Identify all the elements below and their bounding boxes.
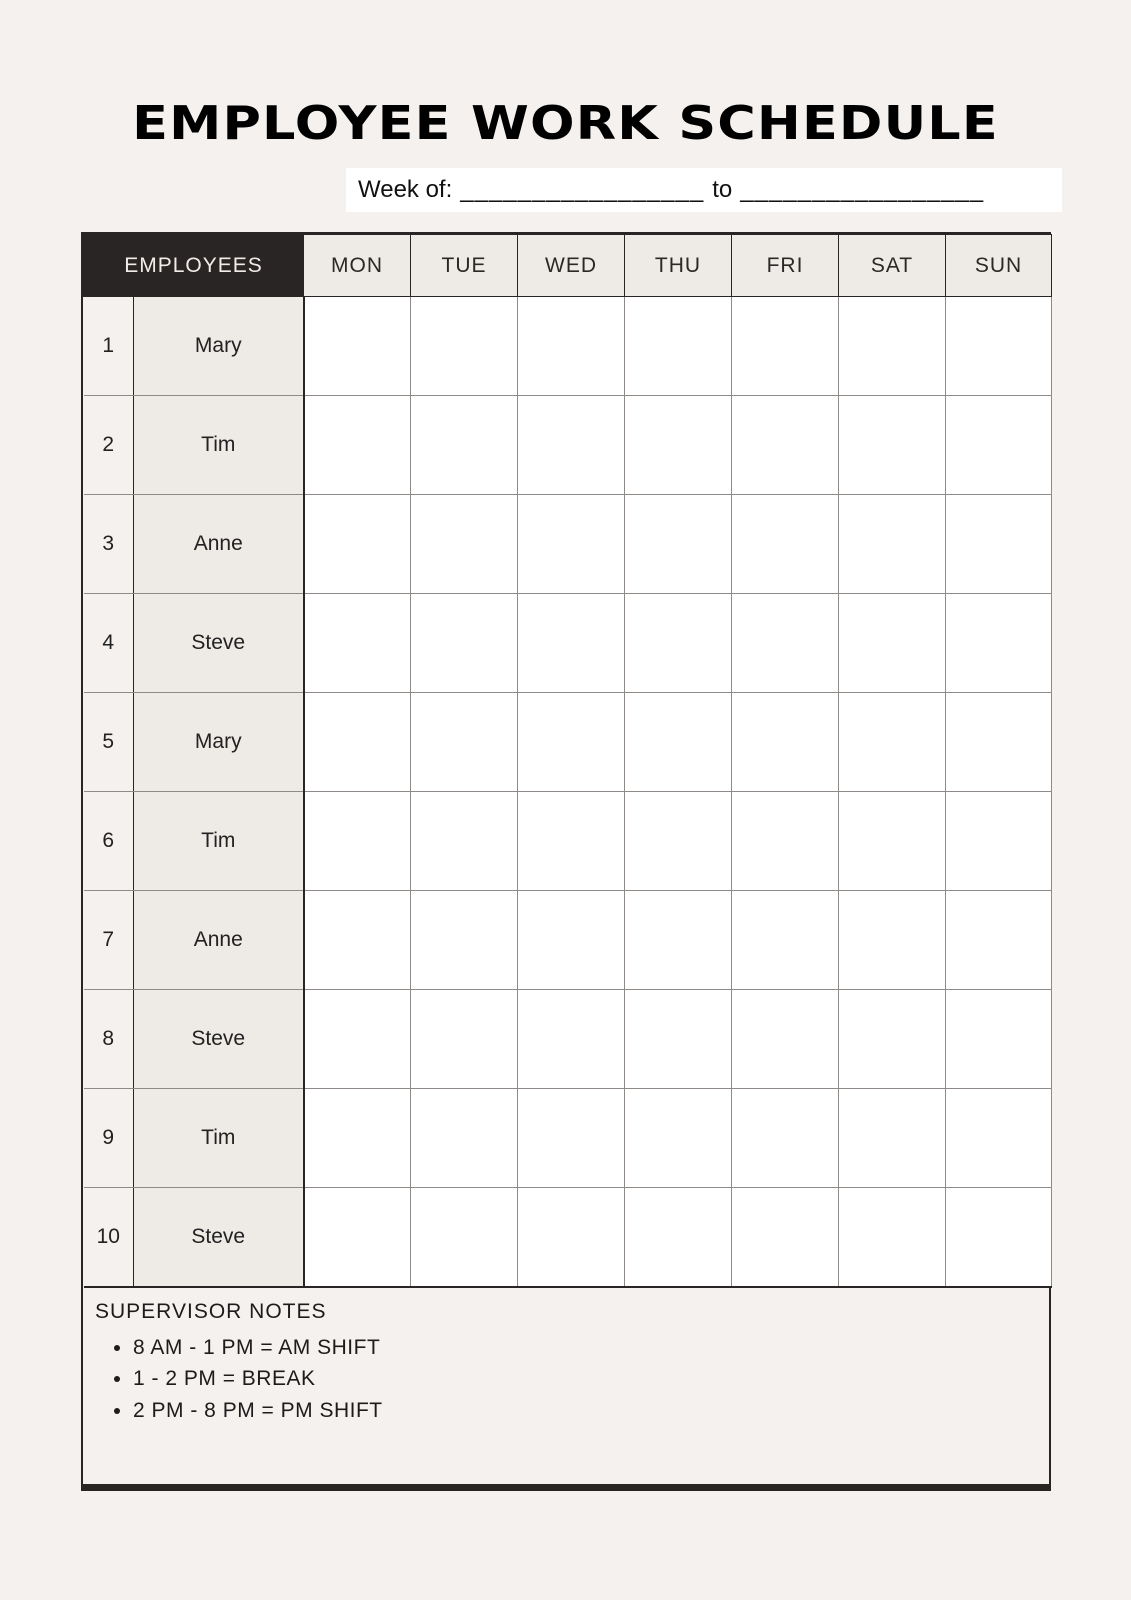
- row-number: 9: [84, 1089, 134, 1188]
- schedule-cell-sat[interactable]: [839, 792, 946, 891]
- row-number: 6: [84, 792, 134, 891]
- schedule-cell-wed[interactable]: [518, 990, 625, 1089]
- day-header-sat: SAT: [839, 235, 946, 297]
- notes-title: SUPERVISOR NOTES: [95, 1299, 327, 1323]
- day-header-mon: MON: [304, 235, 411, 297]
- schedule-cell-mon[interactable]: [304, 1089, 411, 1188]
- schedule-cell-fri[interactable]: [732, 297, 839, 396]
- employee-name: Tim: [134, 792, 304, 891]
- schedule-cell-thu[interactable]: [625, 693, 732, 792]
- schedule-cell-mon[interactable]: [304, 495, 411, 594]
- schedule-cell-tue[interactable]: [411, 792, 518, 891]
- schedule-cell-sun[interactable]: [946, 891, 1052, 990]
- schedule-cell-fri[interactable]: [732, 891, 839, 990]
- schedule-cell-fri[interactable]: [732, 693, 839, 792]
- schedule-cell-fri[interactable]: [732, 1188, 839, 1287]
- schedule-cell-wed[interactable]: [518, 1188, 625, 1287]
- schedule-cell-sat[interactable]: [839, 990, 946, 1089]
- table-row: [84, 495, 1052, 594]
- schedule-cell-mon[interactable]: [304, 693, 411, 792]
- employees-header: EMPLOYEES: [84, 235, 304, 297]
- table-row: [84, 297, 1052, 396]
- schedule-cell-mon[interactable]: [304, 1188, 411, 1287]
- schedule-cell-sun[interactable]: [946, 1188, 1052, 1287]
- table-row: [84, 1089, 1052, 1188]
- schedule-cell-sun[interactable]: [946, 495, 1052, 594]
- schedule-cell-sun[interactable]: [946, 1089, 1052, 1188]
- employee-name: Tim: [134, 396, 304, 495]
- schedule-cell-sat[interactable]: [839, 594, 946, 693]
- schedule-cell-thu[interactable]: [625, 990, 732, 1089]
- schedule-cell-wed[interactable]: [518, 693, 625, 792]
- row-number: 4: [84, 594, 134, 693]
- schedule-cell-tue[interactable]: [411, 1089, 518, 1188]
- employee-name: Steve: [134, 990, 304, 1089]
- schedule-cell-thu[interactable]: [625, 792, 732, 891]
- row-number: 8: [84, 990, 134, 1089]
- schedule-cell-sun[interactable]: [946, 594, 1052, 693]
- schedule-cell-mon[interactable]: [304, 990, 411, 1089]
- row-number: 10: [84, 1188, 134, 1287]
- schedule-cell-tue[interactable]: [411, 396, 518, 495]
- schedule-rows: [84, 297, 1052, 1287]
- table-row: [84, 396, 1052, 495]
- supervisor-notes: [83, 1288, 1049, 1489]
- schedule-cell-fri[interactable]: [732, 594, 839, 693]
- table-row: [84, 1188, 1052, 1287]
- schedule-cell-thu[interactable]: [625, 594, 732, 693]
- notes-item: • 2 PM - 8 PM = PM SHIFT: [133, 1395, 383, 1427]
- schedule-cell-fri[interactable]: [732, 495, 839, 594]
- schedule-cell-fri[interactable]: [732, 792, 839, 891]
- schedule-cell-tue[interactable]: [411, 495, 518, 594]
- row-number: 3: [84, 495, 134, 594]
- schedule-table: [83, 234, 1052, 1288]
- schedule-cell-tue[interactable]: [411, 990, 518, 1089]
- schedule-cell-tue[interactable]: [411, 693, 518, 792]
- schedule-cell-sat[interactable]: [839, 297, 946, 396]
- row-number: 7: [84, 891, 134, 990]
- schedule-cell-wed[interactable]: [518, 396, 625, 495]
- schedule-cell-mon[interactable]: [304, 594, 411, 693]
- page-title: EMPLOYEE WORK SCHEDULE: [132, 96, 999, 150]
- employee-name: Steve: [134, 594, 304, 693]
- header-row: [84, 235, 1052, 297]
- employee-name: Anne: [134, 495, 304, 594]
- day-header-sun: SUN: [946, 235, 1052, 297]
- day-header-thu: THU: [625, 235, 732, 297]
- schedule-cell-thu[interactable]: [625, 396, 732, 495]
- schedule-cell-thu[interactable]: [625, 297, 732, 396]
- table-row: [84, 594, 1052, 693]
- employee-name: Tim: [134, 1089, 304, 1188]
- schedule-cell-wed[interactable]: [518, 594, 625, 693]
- schedule-cell-sat[interactable]: [839, 891, 946, 990]
- row-number: 1: [84, 297, 134, 396]
- schedule-cell-sun[interactable]: [946, 297, 1052, 396]
- table-row: [84, 891, 1052, 990]
- schedule-cell-tue[interactable]: [411, 594, 518, 693]
- week-of-field[interactable]: [346, 168, 1062, 212]
- schedule-cell-sat[interactable]: [839, 1089, 946, 1188]
- week-start-blank[interactable]: _________________: [460, 176, 705, 203]
- schedule-cell-tue[interactable]: [411, 1188, 518, 1287]
- schedule-sheet: [81, 232, 1051, 1491]
- schedule-cell-wed[interactable]: [518, 1089, 625, 1188]
- schedule-cell-sat[interactable]: [839, 1188, 946, 1287]
- employee-name: Mary: [134, 297, 304, 396]
- day-header-fri: FRI: [732, 235, 839, 297]
- employee-name: Anne: [134, 891, 304, 990]
- week-end-blank[interactable]: _________________: [740, 176, 985, 203]
- row-number: 2: [84, 396, 134, 495]
- schedule-cell-wed[interactable]: [518, 495, 625, 594]
- row-number: 5: [84, 693, 134, 792]
- schedule-cell-wed[interactable]: [518, 891, 625, 990]
- schedule-cell-mon[interactable]: [304, 396, 411, 495]
- employee-name: Mary: [134, 693, 304, 792]
- schedule-cell-sun[interactable]: [946, 792, 1052, 891]
- schedule-cell-fri[interactable]: [732, 990, 839, 1089]
- schedule-cell-sat[interactable]: [839, 396, 946, 495]
- schedule-cell-thu[interactable]: [625, 495, 732, 594]
- schedule-cell-mon[interactable]: [304, 297, 411, 396]
- schedule-cell-tue[interactable]: [411, 297, 518, 396]
- week-of-label: Week of:: [358, 176, 453, 203]
- schedule-cell-thu[interactable]: [625, 1089, 732, 1188]
- day-header-tue: TUE: [411, 235, 518, 297]
- schedule-cell-fri[interactable]: [732, 1089, 839, 1188]
- notes-item: • 8 AM - 1 PM = AM SHIFT: [133, 1332, 383, 1364]
- day-header-wed: WED: [518, 235, 625, 297]
- schedule-cell-sun[interactable]: [946, 990, 1052, 1089]
- schedule-cell-sun[interactable]: [946, 693, 1052, 792]
- schedule-cell-sat[interactable]: [839, 693, 946, 792]
- table-row: [84, 693, 1052, 792]
- schedule-cell-mon[interactable]: [304, 891, 411, 990]
- schedule-cell-sat[interactable]: [839, 495, 946, 594]
- table-row: [84, 990, 1052, 1089]
- schedule-cell-fri[interactable]: [732, 396, 839, 495]
- notes-list: [95, 1332, 383, 1427]
- schedule-cell-thu[interactable]: [625, 891, 732, 990]
- schedule-cell-wed[interactable]: [518, 297, 625, 396]
- schedule-cell-thu[interactable]: [625, 1188, 732, 1287]
- schedule-cell-tue[interactable]: [411, 891, 518, 990]
- schedule-cell-sun[interactable]: [946, 396, 1052, 495]
- schedule-cell-mon[interactable]: [304, 792, 411, 891]
- table-row: [84, 792, 1052, 891]
- week-to-label: to: [712, 176, 733, 203]
- schedule-cell-wed[interactable]: [518, 792, 625, 891]
- notes-item: • 1 - 2 PM = BREAK: [133, 1363, 383, 1395]
- employee-name: Steve: [134, 1188, 304, 1287]
